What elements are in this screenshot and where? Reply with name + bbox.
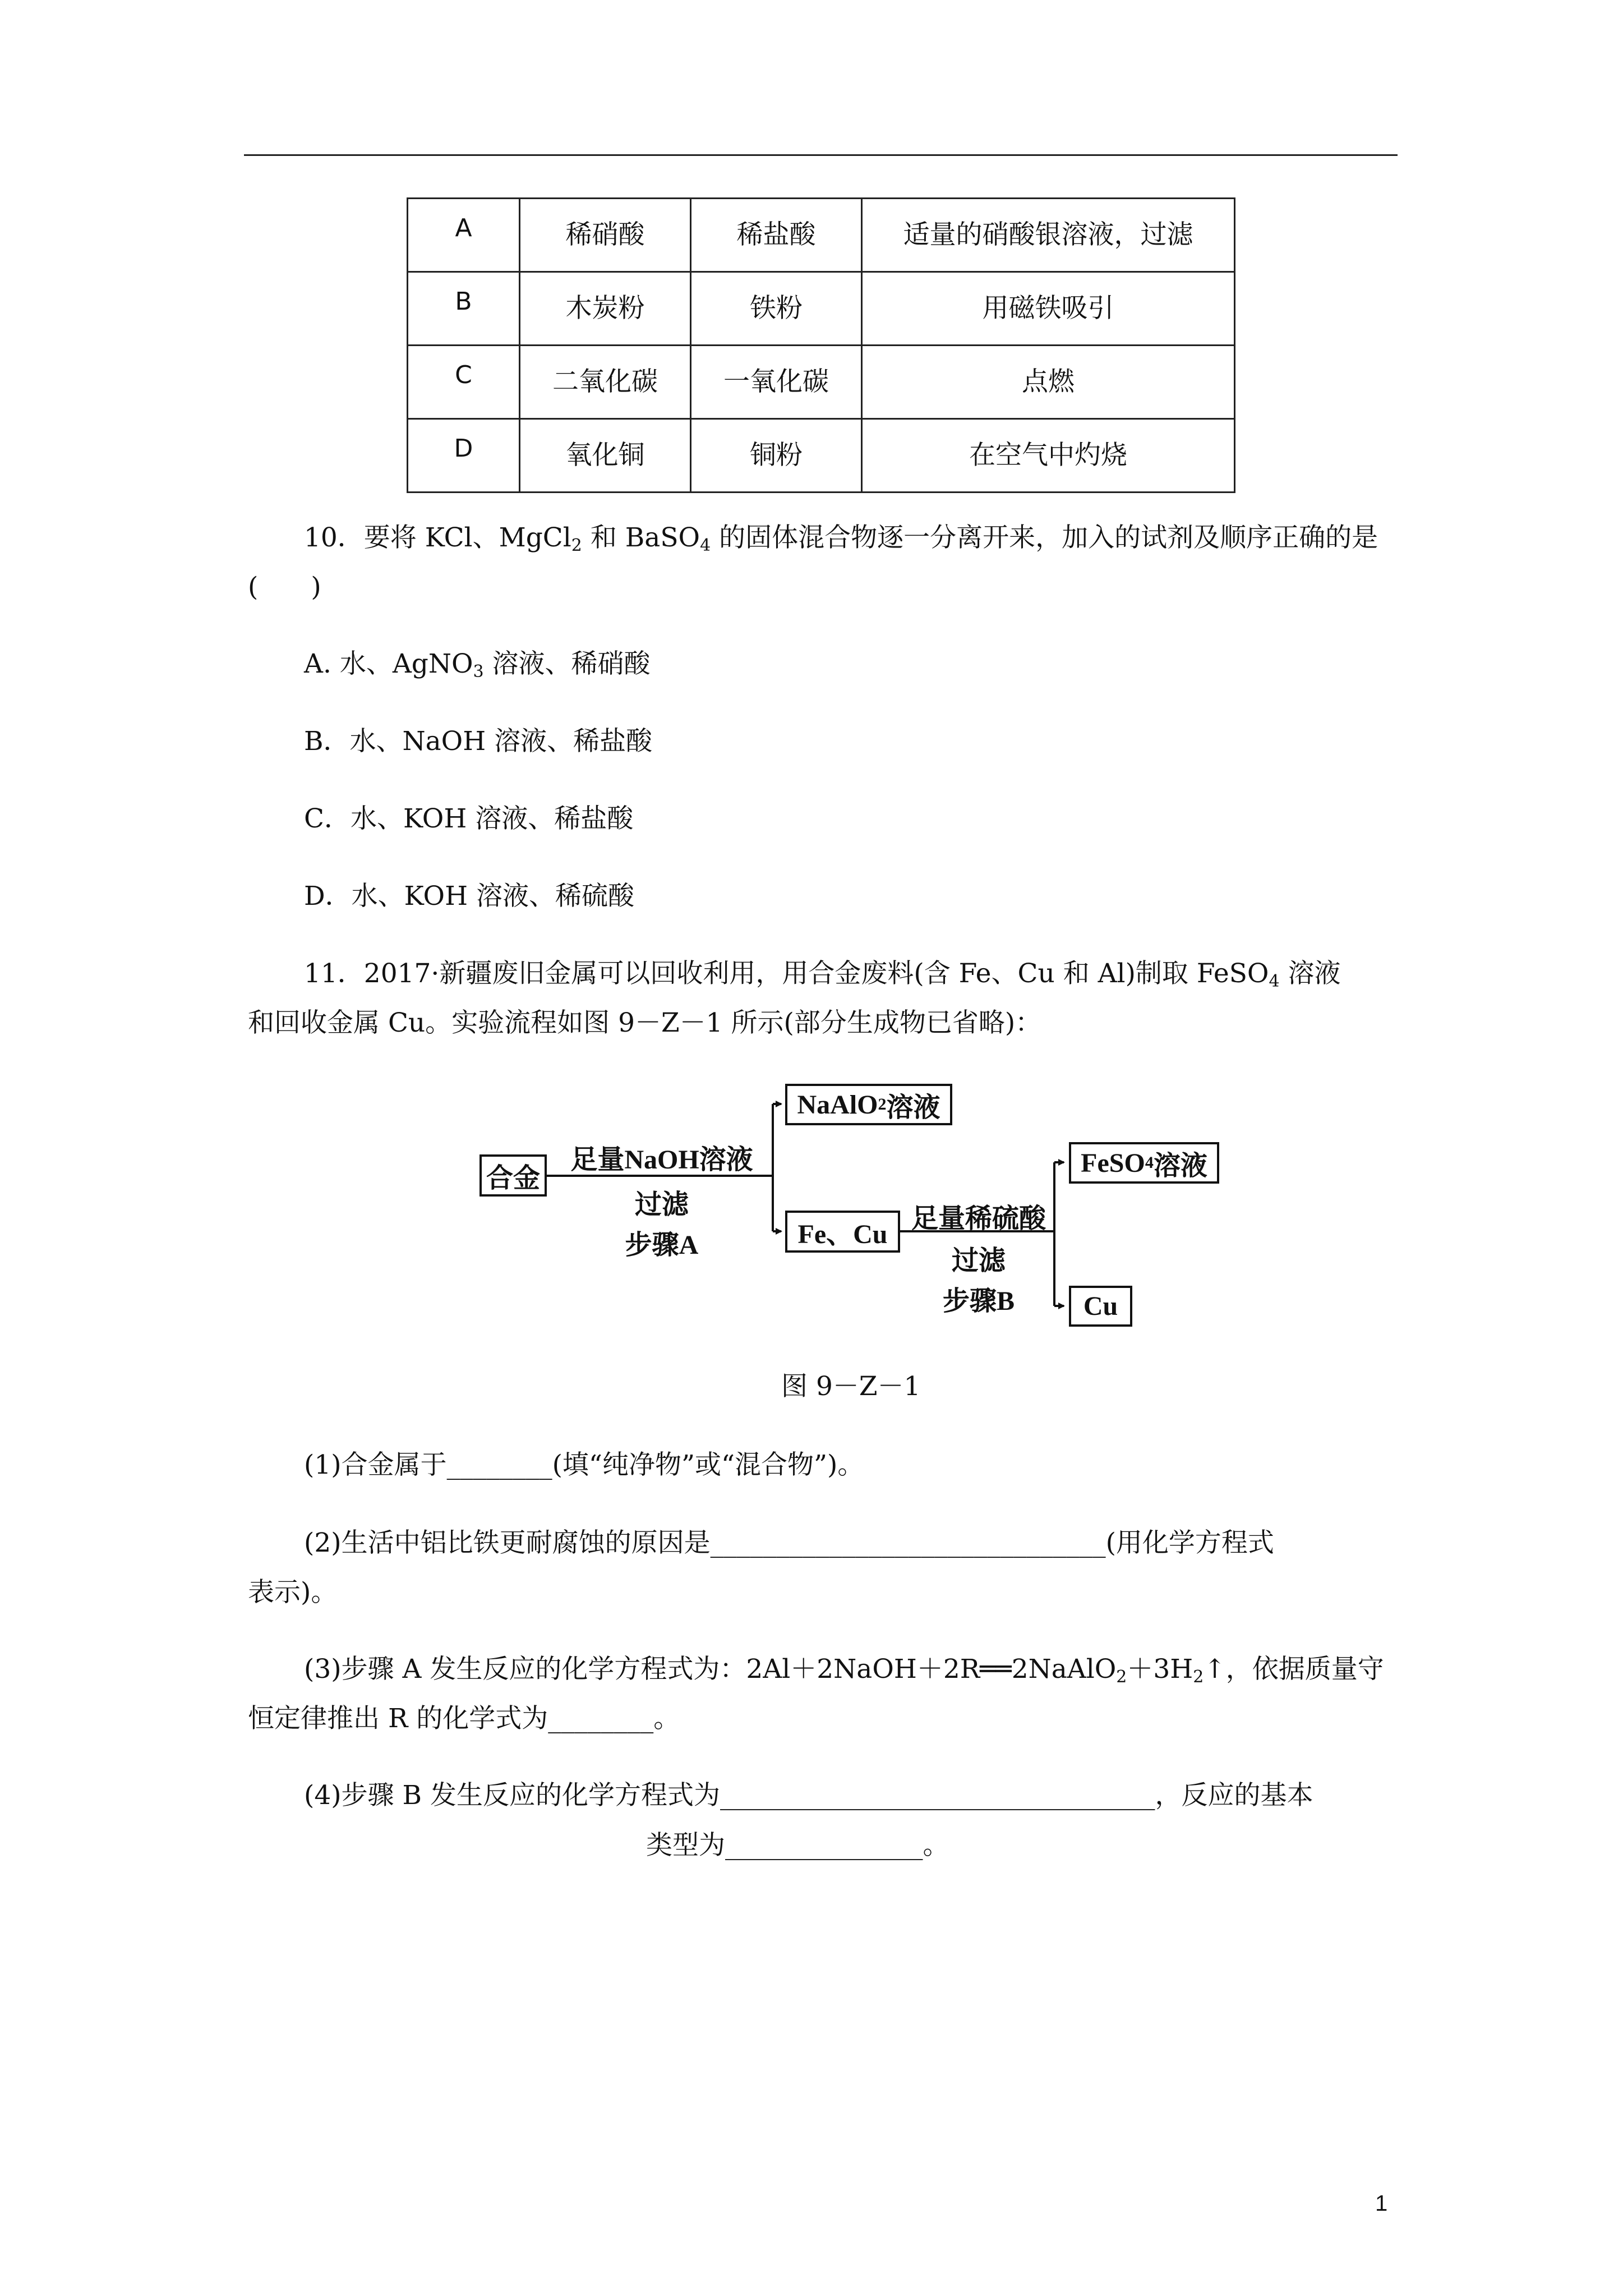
q11-sub3-line1 (304, 1654, 1384, 1687)
q11-line1-post: 溶液 (1279, 958, 1341, 989)
q11-sub2-line1: (2)生活中铝比铁更耐腐蚀的原因是______________________________(用化学方程式 (304, 1527, 1274, 1558)
table-cell: 稀盐酸 (691, 199, 862, 272)
option-a-text-post: 溶液、稀硝酸 (483, 648, 651, 679)
option-a-sub: 3 (473, 662, 484, 682)
q11-sub2-line2: 表示)。 (248, 1577, 338, 1608)
q10-option-b[interactable]: B．水、NaOH 溶液、稀盐酸 (304, 726, 653, 757)
q10-sub: 4 (700, 536, 711, 555)
q10-option-d[interactable]: D．水、KOH 溶液、稀硫酸 (304, 881, 634, 912)
page-number: 1 (1375, 2191, 1388, 2216)
table-cell: 氧化铜 (520, 419, 691, 493)
figure-caption: 图 9－Z－1 (781, 1371, 921, 1402)
alloy-box: 合金 (479, 1154, 547, 1197)
table-cell: 适量的硝酸银溶液，过滤 (862, 199, 1235, 272)
table-cell: 铁粉 (691, 272, 862, 346)
q10-text-a: 10．要将 KCl、MgCl (304, 522, 571, 553)
naalo2-box: NaAlO 2 溶液 (785, 1084, 952, 1125)
table-cell: 二氧化碳 (520, 346, 691, 419)
q11-line1-text: 11．2017·新疆废旧金属可以回收利用，用合金废料(含 Fe、Cu 和 Al)制取 FeSO (304, 958, 1269, 989)
q10-sub: 2 (571, 536, 582, 555)
step-b-reagent: 足量稀硫酸 (911, 1204, 1046, 1234)
step-a-name: 步骤A (625, 1230, 699, 1260)
sub3-text: (3)步骤 A 发生反应的化学方程式为：2Al＋2NaOH＋2R══2NaAlO (304, 1654, 1117, 1685)
table-cell: 木炭粉 (520, 272, 691, 346)
q10-answer-paren: ( ) (248, 572, 321, 602)
sub3-post: ↑，依据质量守 (1204, 1654, 1384, 1685)
sub3-mid: ＋3H (1127, 1654, 1193, 1685)
q11-sub4-line1: (4)步骤 B 发生反应的化学方程式为_________________________________，反应的基本 (304, 1780, 1313, 1811)
q10-text-b: 和 BaSO (582, 522, 700, 553)
table-cell: C (408, 346, 520, 419)
table-cell: 点燃 (862, 346, 1235, 419)
feso4-box: FeSO 4 溶液 (1069, 1142, 1219, 1184)
fe-cu-box: Fe、Cu (785, 1211, 900, 1253)
q10-option-c[interactable]: C．水、KOH 溶液、稀盐酸 (304, 803, 634, 834)
table-cell: 在空气中灼烧 (862, 419, 1235, 493)
q11-sub4-line2: 类型为_______________。 (646, 1830, 949, 1861)
q11-sub1: (1)合金属于________(填“纯净物”或“混合物”)。 (304, 1450, 864, 1480)
naalo2-post: 溶液 (886, 1092, 940, 1122)
table-cell: 用磁铁吸引 (862, 272, 1235, 346)
q10-text-c: 的固体混合物逐一分离开来，加入的试剂及顺序正确的是 (711, 522, 1378, 553)
step-a-reagent: 足量NaOH溶液 (570, 1145, 753, 1175)
q11-sub3-line2: 恒定律推出 R 的化学式为________。 (248, 1703, 680, 1734)
naalo2-text: NaAlO (797, 1089, 878, 1120)
table-cell: A (408, 199, 520, 272)
q11-line1-sub: 4 (1269, 972, 1280, 991)
feso4-text: FeSO (1081, 1148, 1145, 1178)
sub3-sub: 2 (1193, 1667, 1204, 1687)
option-a-text: A. 水、AgNO (304, 648, 473, 679)
step-a-filter: 过滤 (634, 1190, 689, 1220)
sub3-sub: 2 (1116, 1667, 1127, 1687)
table-cell: B (408, 272, 520, 346)
feso4-post: 溶液 (1153, 1151, 1207, 1181)
step-b-name: 步骤B (942, 1286, 1015, 1316)
table-cell: 一氧化碳 (691, 346, 862, 419)
q11-stem-line2: 和回收金属 Cu。实验流程如图 9－Z－1 所示(部分生成物已省略)： (248, 1007, 1042, 1038)
table-cell: 铜粉 (691, 419, 862, 493)
cu-box: Cu (1069, 1286, 1132, 1327)
table-cell: 稀硝酸 (520, 199, 691, 272)
table-cell: D (408, 419, 520, 493)
step-b-filter: 过滤 (951, 1246, 1006, 1276)
